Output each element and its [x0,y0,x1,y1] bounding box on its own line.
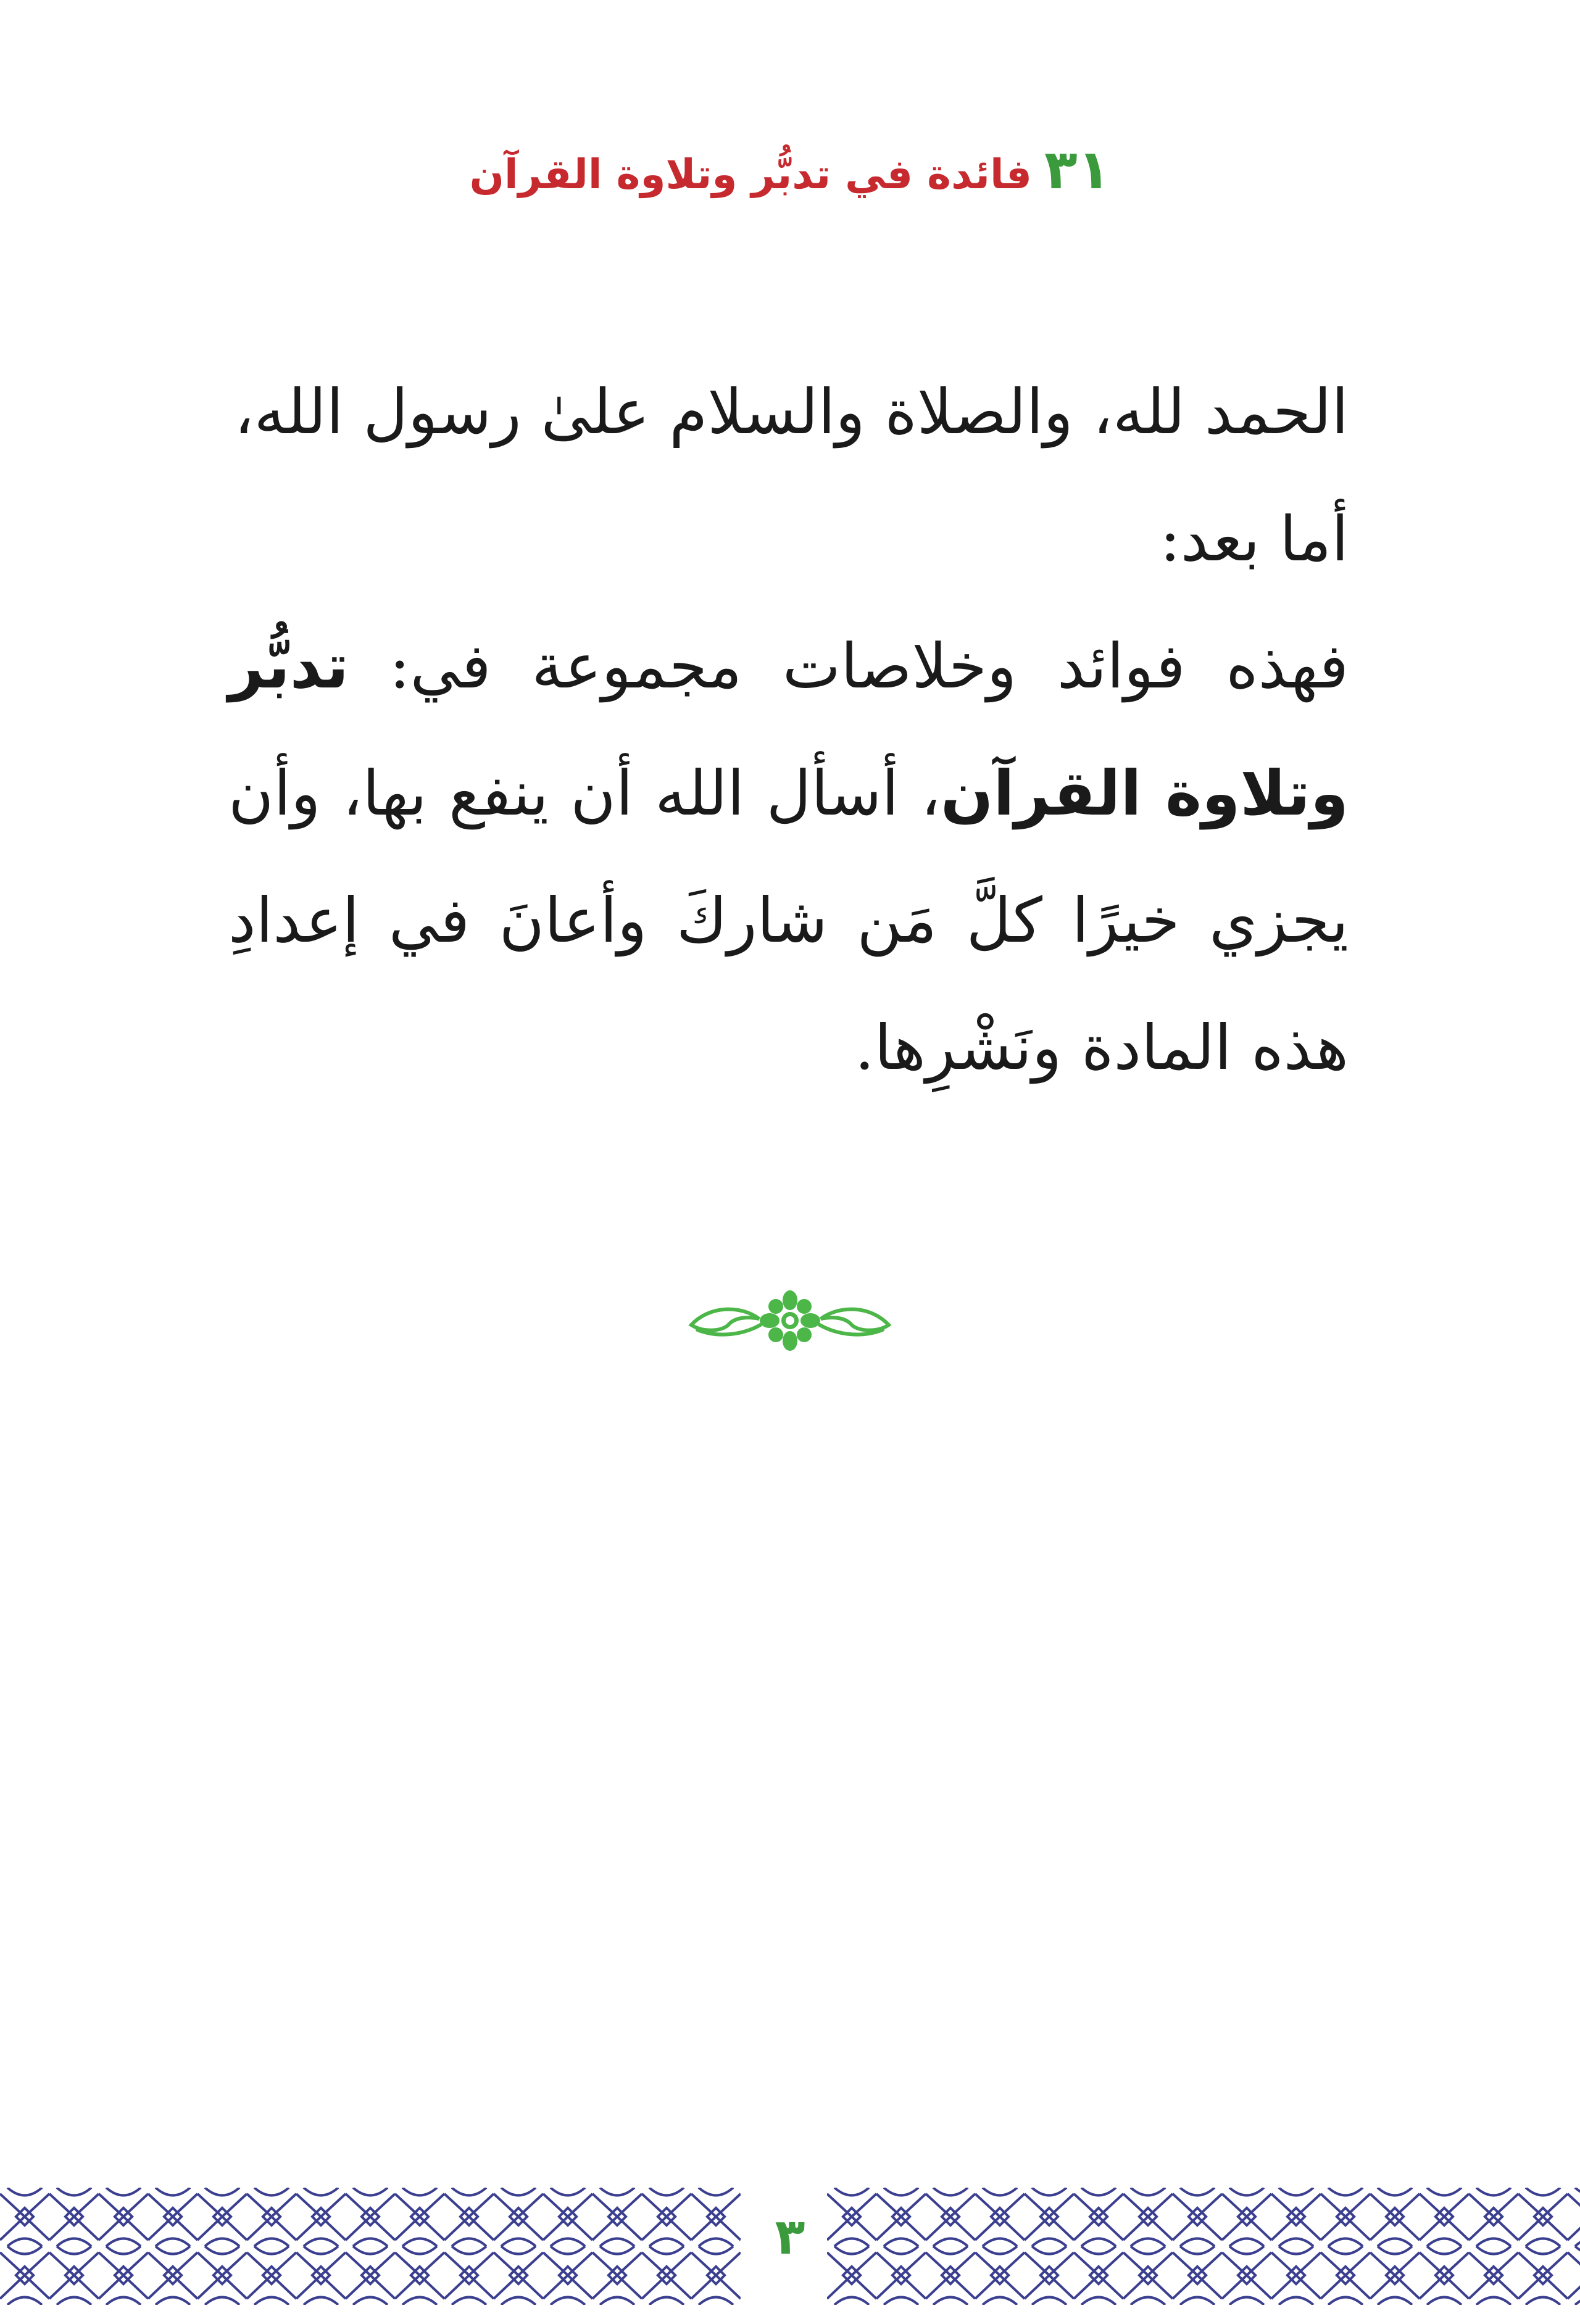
salutation-line: أما بعد: [1160,503,1349,575]
geometric-pattern-right-icon [827,2188,1580,2305]
header-number: ٣١ [1044,138,1111,201]
book-title-bold: تدبُّر وتلاوة القرآن [228,630,1349,829]
paragraph-rest: ، أسأل الله أن ينفع بها، وأن يجزي خيرًا كلَّ مَن شاركَ وأعانَ في إعدادِ هذه المادة ونَشْرِها. [228,757,1349,1084]
opening-line: الحمد لله، والصلاة والسلام علىٰ رسول الله، [234,376,1349,448]
floral-divider-icon [679,1287,901,1355]
body-text [228,349,1349,1111]
running-header [0,138,1580,202]
geometric-pattern-left-icon [0,2188,741,2305]
header-title: فائدة في تدبُّر وتلاوة القرآن [469,151,1032,198]
main-paragraph [228,603,1349,1111]
paragraph-intro: فهذه فوائد وخلاصات مجموعة في: [389,630,1349,702]
page-number: ٣ [775,2208,805,2265]
